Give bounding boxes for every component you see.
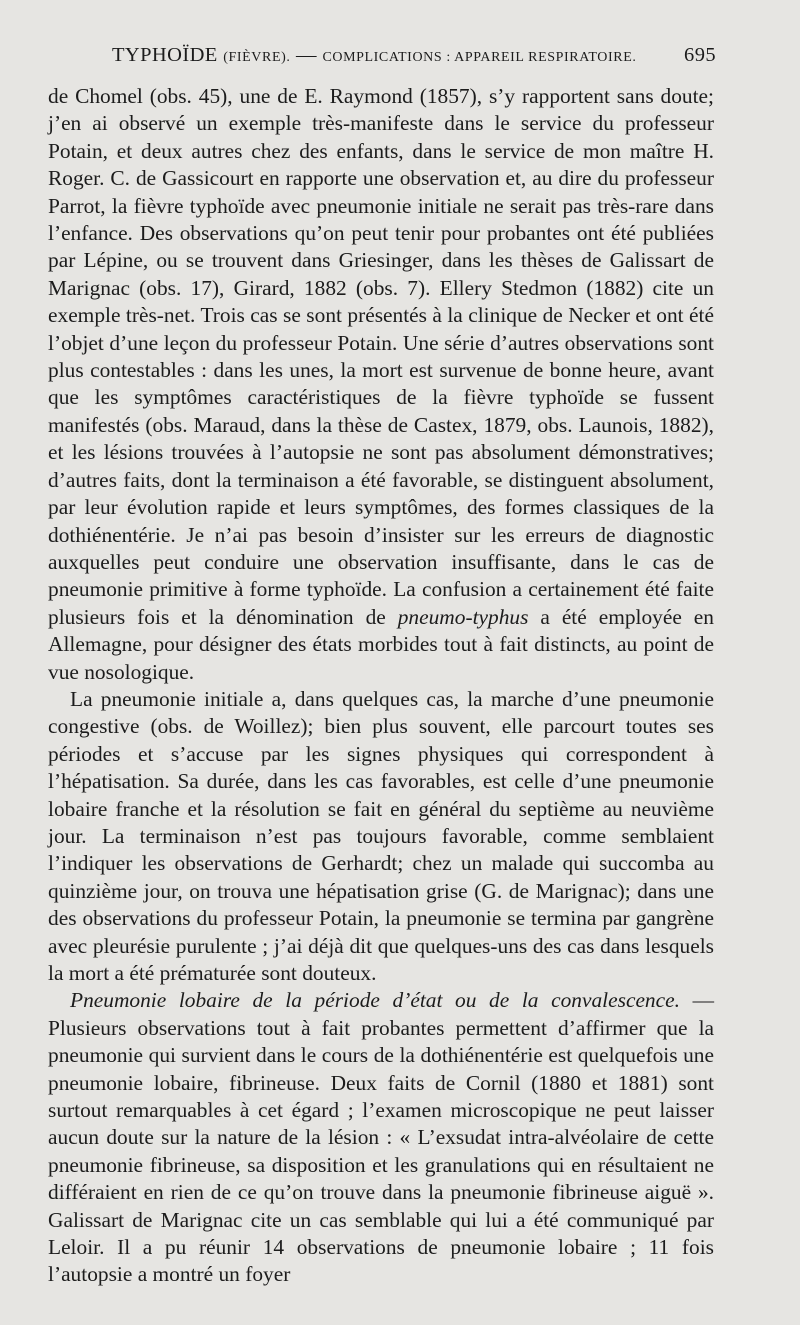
paragraph-1-text: de Chomel (obs. 45), une de E. Raymond (1857), s’y rapportent sans doute; j’en ai observé un exemple très-manifeste dans le service du professeur Potain, et deux autres chez des enfants, dans le service de mon maître H. Roger. C. de Gassicourt en rapporte une observation et, au dire du professeur Parrot, la fièvre typhoïde avec pneumonie initiale ne serait pas très-rare dans l’enfance. Des observations qu’on peut tenir pour probantes ont été publiées par Lépine, ou se trouvent dans Griesinger, dans les thèses de Galissart de Marignac (obs. 17), Girard, 1882 (obs. 7). Ellery Stedmon (1882) cite un exemple très-net. Trois cas se sont présentés à la clinique de Necker et ont été l’objet d’une leçon du professeur Potain. Une série d’autres observations sont plus contestables : dans les unes, la mort est survenue de bonne heure, avant que les symptômes caractéristiques de la fièvre typhoïde se fussent manifestés (obs. Maraud, dans la thèse de Castex, 1879, obs. Launois, 1882), et les lésions trouvées à l’autopsie ne sont pas absolument démonstratives; d’autres faits, dont la terminaison a été favorable, se distinguent absolument, par leur évolution rapide et leurs symptômes, des formes classiques de la dothiénentérie. Je n’ai pas besoin d’insister sur les erreurs de diagnostic auxquelles peut conduire une observation insuffisante, dans le cas de pneumonie primitive à forme typhoïde. La confusion a certainement été faite plusieurs fois et la dénomination de: [48, 84, 714, 629]
header-title-paren: (FIÈVRE).: [223, 50, 291, 65]
header-title-main: TYPHOÏDE: [112, 44, 218, 66]
section-heading: Pneumonie lobaire de la période d’état ou de la convalescence.: [70, 988, 680, 1013]
body-text: [48, 83, 714, 1289]
pneumo-typhus-term: pneumo-typhus: [397, 604, 529, 629]
running-header: [112, 44, 716, 67]
paragraph-1: [48, 83, 714, 686]
header-dash: —: [296, 44, 317, 66]
header-title: [112, 44, 636, 67]
paragraph-3: [48, 987, 714, 1288]
page-number: 695: [684, 44, 716, 66]
paragraph-2: La pneumonie initiale a, dans quelques cas, la marche d’une pneumonie congestive (obs. de Woillez); bien plus souvent, elle parcourt toutes ses périodes et s’accuse par les signes physiques qui correspondent à l’hépatisation. Sa durée, dans les cas favorables, est celle d’une pneumonie lobaire franche et la résolution se fait en général du septième au neuvième jour. La terminaison n’est pas toujours favorable, comme semblaient l’indiquer les observations de Gerhardt; chez un malade qui succomba au quinzième jour, on trouva une hépatisation grise (G. de Marignac); dans une des observations du professeur Potain, la pneumonie se termina par gangrène avec pleurésie purulente ; j’ai déjà dit que quelques-uns des cas dans lesquels la mort a été prématurée sont douteux.: [48, 686, 714, 985]
section-heading-dash: —: [692, 988, 714, 1013]
paragraph-1-end: a été employée en Allemagne, pour désigner des états morbides tout à fait distincts, au point de vue nosologique.: [48, 604, 714, 684]
header-subtitle: COMPLICATIONS : APPAREIL RESPIRATOIRE.: [322, 50, 637, 65]
paragraph-3-text: Plusieurs observations tout à fait probantes permettent d’affirmer que la pneumonie qui survient dans le cours de la dothiénentérie est quelquefois une pneumonie lobaire, fibrineuse. Deux faits de Cornil (1880 et 1881) sont surtout remarquables à cet égard ; l’examen microscopique ne peut laisser aucun doute sur la nature de la lésion : « L’exsudat intra-alvéolaire de cette pneumonie fibrineuse, sa disposition et les granulations qui en résultaient ne différaient en rien de ce qu’on trouve dans la pneumonie fibrineuse aiguë ». Galissart de Marignac cite un cas semblable qui lui a été communiqué par Leloir. Il a pu réunir 14 observations de pneumonie lobaire ; 11 fois l’autopsie a montré un foyer: [48, 1015, 714, 1287]
